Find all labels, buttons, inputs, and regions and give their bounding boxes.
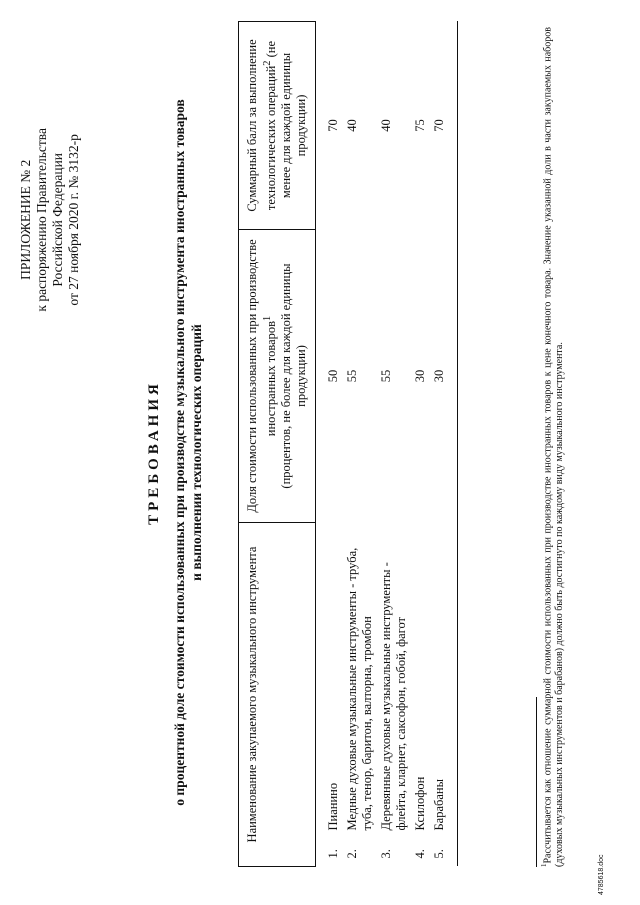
table-row: [430, 22, 458, 867]
footnote: [538, 27, 566, 867]
document-subtitle-1: о процентной доле стоимости использованных при производстве музыкального инструмента иностранных товаров: [172, 99, 187, 806]
row-share: 30: [430, 230, 458, 523]
row-share: 50: [326, 369, 341, 383]
row-instrument: Ксилофон: [413, 776, 428, 831]
footnote-separator: [536, 697, 537, 867]
row-number: 5.: [430, 839, 458, 867]
row-number: 3.: [379, 849, 394, 859]
table-row: [316, 22, 344, 867]
table-header-row: [239, 22, 316, 867]
header-foreign-share: Доля стоимости использованных при производстве иностранных товаров$^1$ (процентов, не более для каждой единицы продукции): [239, 230, 316, 523]
table-row: [343, 22, 377, 867]
header-foreign-share-unit: (процентов, не более для каждой единицы продукции): [279, 263, 309, 489]
table-row: [411, 22, 430, 867]
row-instrument: Медные духовые музыкальные инструменты - труба, туба, тенор, баритон, валторна, тромбон: [345, 547, 375, 831]
document-subtitle-2: и выполнении технологических операций: [189, 324, 204, 581]
row-score: 70: [326, 119, 341, 132]
header-operations-score-unit: (не менее для каждой единицы продукции): [264, 40, 309, 199]
table-row: [377, 22, 411, 867]
requirements-table: [238, 21, 458, 867]
row-instrument: Барабаны: [430, 523, 458, 839]
header-operations-score-main: Суммарный балл за выполнение технологических операций: [245, 39, 279, 212]
row-number: 2.: [345, 849, 360, 859]
appendix-line-1: к распоряжению Правительства: [34, 128, 49, 312]
appendix-line-2: Российской Федерации: [50, 152, 65, 287]
header-instrument-name: Наименование закупаемого музыкального инструмента: [239, 523, 316, 867]
header-operations-score: Суммарный балл за выполнение технологических операций$^2$ (не менее для каждой единицы продукции): [239, 22, 316, 230]
row-score: 40: [379, 119, 394, 132]
header-foreign-share-main: Доля стоимости использованных при производстве иностранных товаров: [245, 239, 279, 513]
row-share: 30: [413, 369, 428, 383]
appendix-line-3: от 27 ноября 2020 г. № 3132-р: [66, 134, 81, 306]
row-share: 55: [345, 369, 360, 383]
row-score: 40: [345, 119, 360, 132]
footnote-text: Рассчитывается как отношение суммарной стоимости использованных при производстве иностранных товаров к цене конечного товара. Значение указанной доли в части закупаемых наборов (духовых музыкальных инструментов и барабанов) должно быть достигнуто по каждому виду музыкального инструмента.: [542, 27, 566, 867]
appendix-title: ПРИЛОЖЕНИЕ № 2: [18, 159, 33, 280]
row-instrument: Пианино: [326, 782, 341, 831]
row-number: 1.: [326, 849, 341, 859]
document-heading: [146, 0, 205, 905]
row-share: 55: [379, 369, 394, 383]
row-number: 4.: [413, 849, 428, 859]
row-score: 70: [430, 22, 458, 230]
document-id: 4785618.doc: [598, 854, 605, 895]
document-title: ТРЕБОВАНИЯ: [146, 380, 162, 525]
appendix-block: [18, 128, 82, 312]
footnote-mark: 1: [540, 863, 548, 867]
row-score: 75: [413, 119, 428, 132]
row-instrument: Деревянные духовые музыкальные инструменты - флейта, кларнет, саксофон, гобой, фагот: [379, 562, 409, 831]
